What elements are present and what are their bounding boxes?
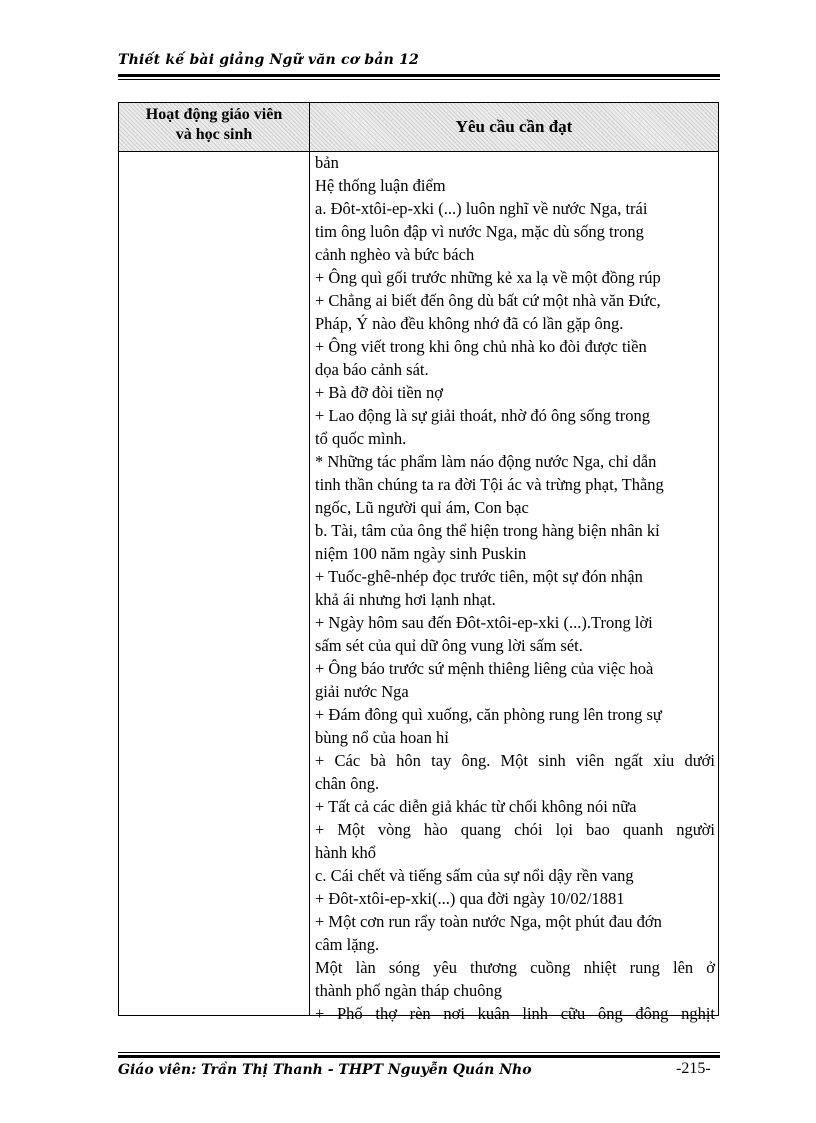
header-rule-thin	[118, 79, 720, 80]
col1-header-line: và học sinh	[175, 126, 253, 143]
text-line: dọa báo cảnh sát.	[315, 360, 429, 379]
page-number: -215-	[676, 1060, 711, 1077]
col2-header: Yêu cầu cần đạt	[455, 117, 573, 136]
footer-teacher: Giáo viên: Trần Thị Thanh - THPT Nguyễn Quán Nho	[118, 1062, 532, 1078]
text-line: c. Cái chết và tiếng sấm của sự nổi dậy rền vang	[315, 866, 634, 885]
text-line: + Đám đông quì xuống, căn phòng rung lên trong sự	[315, 705, 662, 724]
text-line: câm lặng.	[315, 935, 380, 954]
text-line: + Ngày hôm sau đến Đôt-xtôi-ep-xki (...).Trong lời	[315, 613, 653, 632]
text-line: sấm sét của quỉ dữ ông vung lời sấm sét.	[315, 636, 583, 655]
text-line: ngốc, Lũ người quỉ ám, Con bạc	[315, 498, 529, 517]
text-line: bùng nổ của hoan hỉ	[315, 728, 449, 747]
text-line: hành khổ	[315, 843, 376, 862]
text-line: b. Tài, tâm của ông thể hiện trong hàng biện nhân kỉ	[315, 521, 660, 540]
text-line: khả ái nhưng hơi lạnh nhạt.	[315, 590, 496, 609]
text-line: + Phố thợ rèn nơi kuân linh cữu ông đông nghịt	[315, 1004, 715, 1023]
header-rule-thick	[118, 74, 720, 77]
column-divider	[309, 103, 310, 1015]
text-line: bản	[315, 153, 339, 172]
text-line: + Bà đỡ đòi tiền nợ	[315, 383, 444, 402]
text-line: thành phố ngàn tháp chuông	[315, 981, 502, 1000]
col1-header-line: Hoạt động giáo viên	[145, 106, 283, 123]
text-line: + Một vòng hào quang chói lọi bao quanh người	[315, 820, 715, 839]
text-line: + Chẳng ai biết đến ông dù bất cứ một nhà văn Đức,	[315, 291, 661, 310]
text-line: Một làn sóng yêu thương cuồng nhiệt rung lên ở	[315, 958, 715, 977]
text-line: a. Đôt-xtôi-ep-xki (...) luôn nghĩ về nước Nga, trái	[315, 199, 648, 218]
footer-rule-thin	[118, 1052, 720, 1053]
text-line: cảnh nghèo và bức bách	[315, 245, 475, 264]
text-line: + Lao động là sự giải thoát, nhờ đó ông sống trong	[315, 406, 650, 425]
text-line: giải nước Nga	[315, 682, 409, 701]
table-header-row	[119, 103, 718, 152]
text-line: + Tất cả các diễn giả khác từ chối không nói nữa	[315, 797, 637, 816]
text-line: + Tuốc-ghê-nhép đọc trước tiên, một sự đón nhận	[315, 567, 643, 586]
text-line: tim ông luôn đập vì nước Nga, mặc dù sống trong	[315, 222, 644, 241]
text-line: tổ quốc mình.	[315, 429, 407, 448]
text-line: niệm 100 năm ngày sinh Puskin	[315, 544, 527, 563]
footer-rule-thick	[118, 1055, 720, 1058]
text-line: + Đôt-xtôi-ep-xki(...) qua đời ngày 10/02/1881	[315, 889, 625, 908]
text-line: + Một cơn run rẩy toàn nước Nga, một phút đau đớn	[315, 912, 662, 931]
text-line: + Ông báo trước sứ mệnh thiêng liêng của việc hoà	[315, 659, 654, 678]
col1-header	[119, 105, 309, 145]
text-line: * Những tác phẩm làm náo động nước Nga, chỉ dẫn	[315, 452, 657, 471]
text-line: + Ông quì gối trước những kẻ xa lạ về một đồng rúp	[315, 268, 661, 287]
header-title: Thiết kế bài giảng Ngữ văn cơ bản 12	[118, 52, 419, 68]
text-line: Pháp, Ý nào đều không nhớ đã có lần gặp ông.	[315, 314, 624, 333]
text-line: Hệ thống luận điểm	[315, 176, 446, 195]
content-table	[118, 102, 719, 1023]
requirements-text	[315, 151, 715, 1025]
text-line: tinh thần chúng ta ra đời Tội ác và trừng phạt, Thằng	[315, 475, 664, 494]
text-line: + Các bà hôn tay ông. Một sinh viên ngất xỉu dưới	[315, 751, 715, 770]
text-line: + Ông viết trong khi ông chủ nhà ko đòi được tiền	[315, 337, 647, 356]
text-line: chân ông.	[315, 774, 380, 793]
